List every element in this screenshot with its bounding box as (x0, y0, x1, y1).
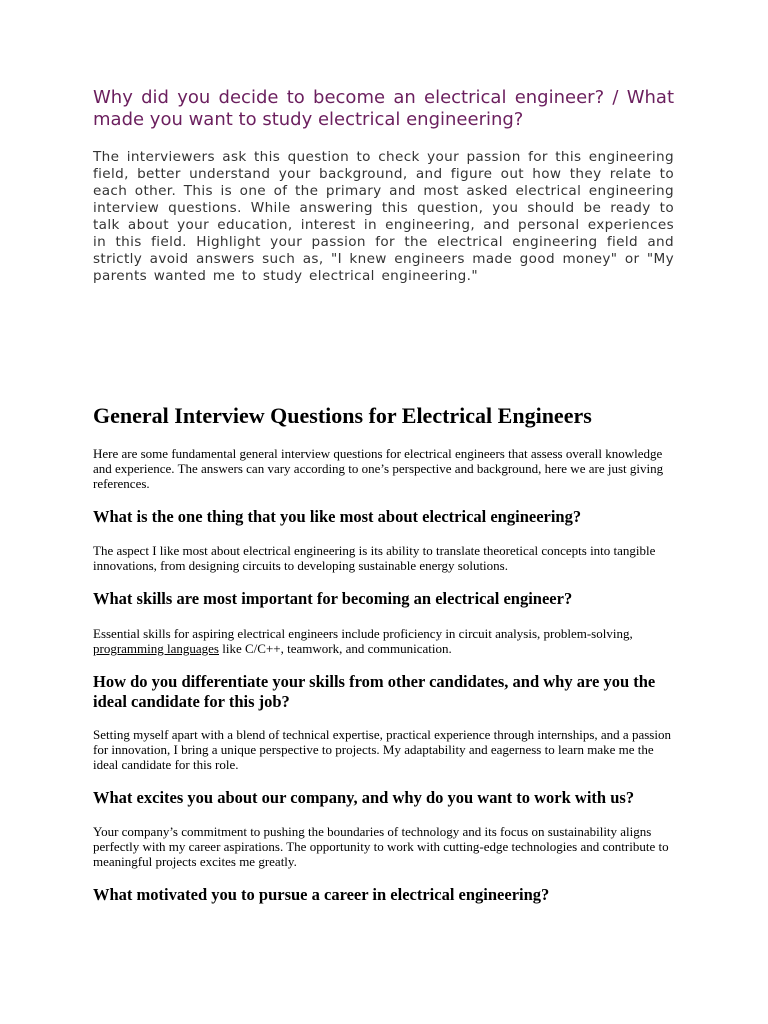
question-heading-3: How do you differentiate your skills from other candidates, and why are you the ideal candidate for this job? (93, 672, 656, 711)
question-heading-5: What motivated you to pursue a career in electrical engineering? (93, 885, 550, 904)
question-heading-2: What skills are most important for becoming an electrical engineer? (93, 589, 573, 608)
question-heading-1: What is the one thing that you like most about electrical engineering? (93, 507, 582, 526)
question-heading-4: What excites you about our company, and why do you want to work with us? (93, 788, 635, 807)
answer-paragraph-4: Your company’s commitment to pushing the boundaries of technology and its focus on sustainability aligns perfectly with my career aspirations. The opportunity to work with cutting-edge technologies and contribute to meaningful projects excites me greatly. (93, 824, 669, 869)
intro-answer-paragraph: The interviewers ask this question to check your passion for this engineering field, better understand your background, and figure out how they relate to each other. This is one of the primary and most asked electrical engineering interview questions. While answering this question, you should be ready to talk about your education, interest in engineering, and personal experiences in this field. Highlight your passion for the electrical engineering field and strictly avoid answers such as, "I knew engineers made good money" or "My parents wanted me to study electrical engineering." (93, 149, 674, 284)
answer-paragraph-2 (93, 626, 674, 656)
section-intro-paragraph: Here are some fundamental general interview questions for electrical engineers that assess overall knowledge and experience. The answers can vary according to one’s perspective and background, here we are just giving references. (93, 446, 664, 491)
answer-paragraph-1: The aspect I like most about electrical engineering is its ability to translate theoretical concepts into tangible innovations, from designing circuits to developing sustainable energy solutions. (93, 543, 656, 573)
answer-2-text-after: like C/C++, teamwork, and communication. (219, 641, 452, 656)
programming-languages-link[interactable]: programming languages (93, 641, 219, 656)
answer-paragraph-3: Setting myself apart with a blend of technical expertise, practical experience through internships, and a passion for innovation, I bring a unique perspective to projects. My adaptability and eagerness to learn make me the ideal candidate for this role. (93, 727, 671, 772)
intro-question-heading: Why did you decide to become an electrical engineer? / What made you want to study electrical engineering? (93, 87, 674, 130)
section-title: General Interview Questions for Electrical Engineers (93, 403, 592, 428)
answer-2-text-before: Essential skills for aspiring electrical engineers include proficiency in circuit analysis, problem-solving, (93, 626, 633, 641)
